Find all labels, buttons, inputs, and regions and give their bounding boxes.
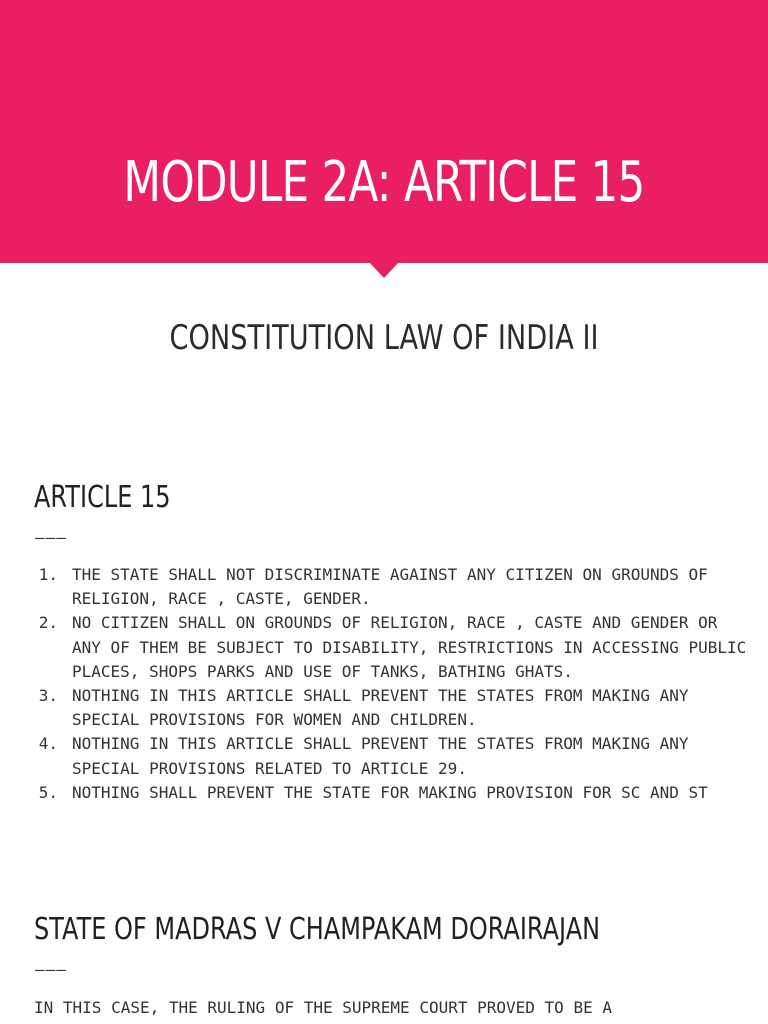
list-item xyxy=(28,611,748,684)
section-divider: ——— xyxy=(35,960,67,979)
page-title: MODULE 2A: ARTICLE 15 xyxy=(123,150,645,215)
case-description: IN THIS CASE, THE RULING OF THE SUPREME COURT PROVED TO BE A xyxy=(34,998,612,1017)
section-heading-case: STATE OF MADRAS V CHAMPAKAM DORAIRAJAN xyxy=(34,912,601,947)
list-item xyxy=(28,781,748,805)
list-number: 1. xyxy=(38,565,58,584)
list-item xyxy=(28,684,748,732)
list-text: NO CITIZEN SHALL ON GROUNDS OF RELIGION, RACE , CASTE AND GENDER OR ANY OF THEM BE SUBJECT TO DISABILITY, RESTRICTIONS IN ACCESSING PUBLIC PLACES, SHOPS PARKS AND USE OF TANKS, BATHING GHATS. xyxy=(72,613,747,681)
list-number: 2. xyxy=(38,613,58,633)
article-15-clauses xyxy=(28,563,748,805)
list-text: NOTHING SHALL PREVENT THE STATE FOR MAKING PROVISION FOR SC AND ST xyxy=(72,782,708,802)
list-item xyxy=(28,732,748,780)
title-banner xyxy=(0,0,768,263)
list-text: NOTHING IN THIS ARTICLE SHALL PREVENT THE STATES FROM MAKING ANY SPECIAL PROVISIONS RELATED TO ARTICLE 29. xyxy=(72,734,689,778)
banner-pointer xyxy=(369,262,399,278)
list-number: 4. xyxy=(38,734,58,754)
list-number: 3. xyxy=(38,686,58,706)
page-subtitle: CONSTITUTION LAW OF INDIA II xyxy=(169,318,599,358)
list-item xyxy=(28,563,748,611)
list-text: NOTHING IN THIS ARTICLE SHALL PREVENT THE STATES FROM MAKING ANY SPECIAL PROVISIONS FOR WOMEN AND CHILDREN. xyxy=(72,686,689,730)
list-number: 5. xyxy=(38,782,58,802)
section-heading-article-15: ARTICLE 15 xyxy=(34,480,171,515)
section-divider: ——— xyxy=(35,528,67,547)
list-text: THE STATE SHALL NOT DISCRIMINATE AGAINST ANY CITIZEN ON GROUNDS OF RELIGION, RACE , CASTE, GENDER. xyxy=(72,565,708,609)
